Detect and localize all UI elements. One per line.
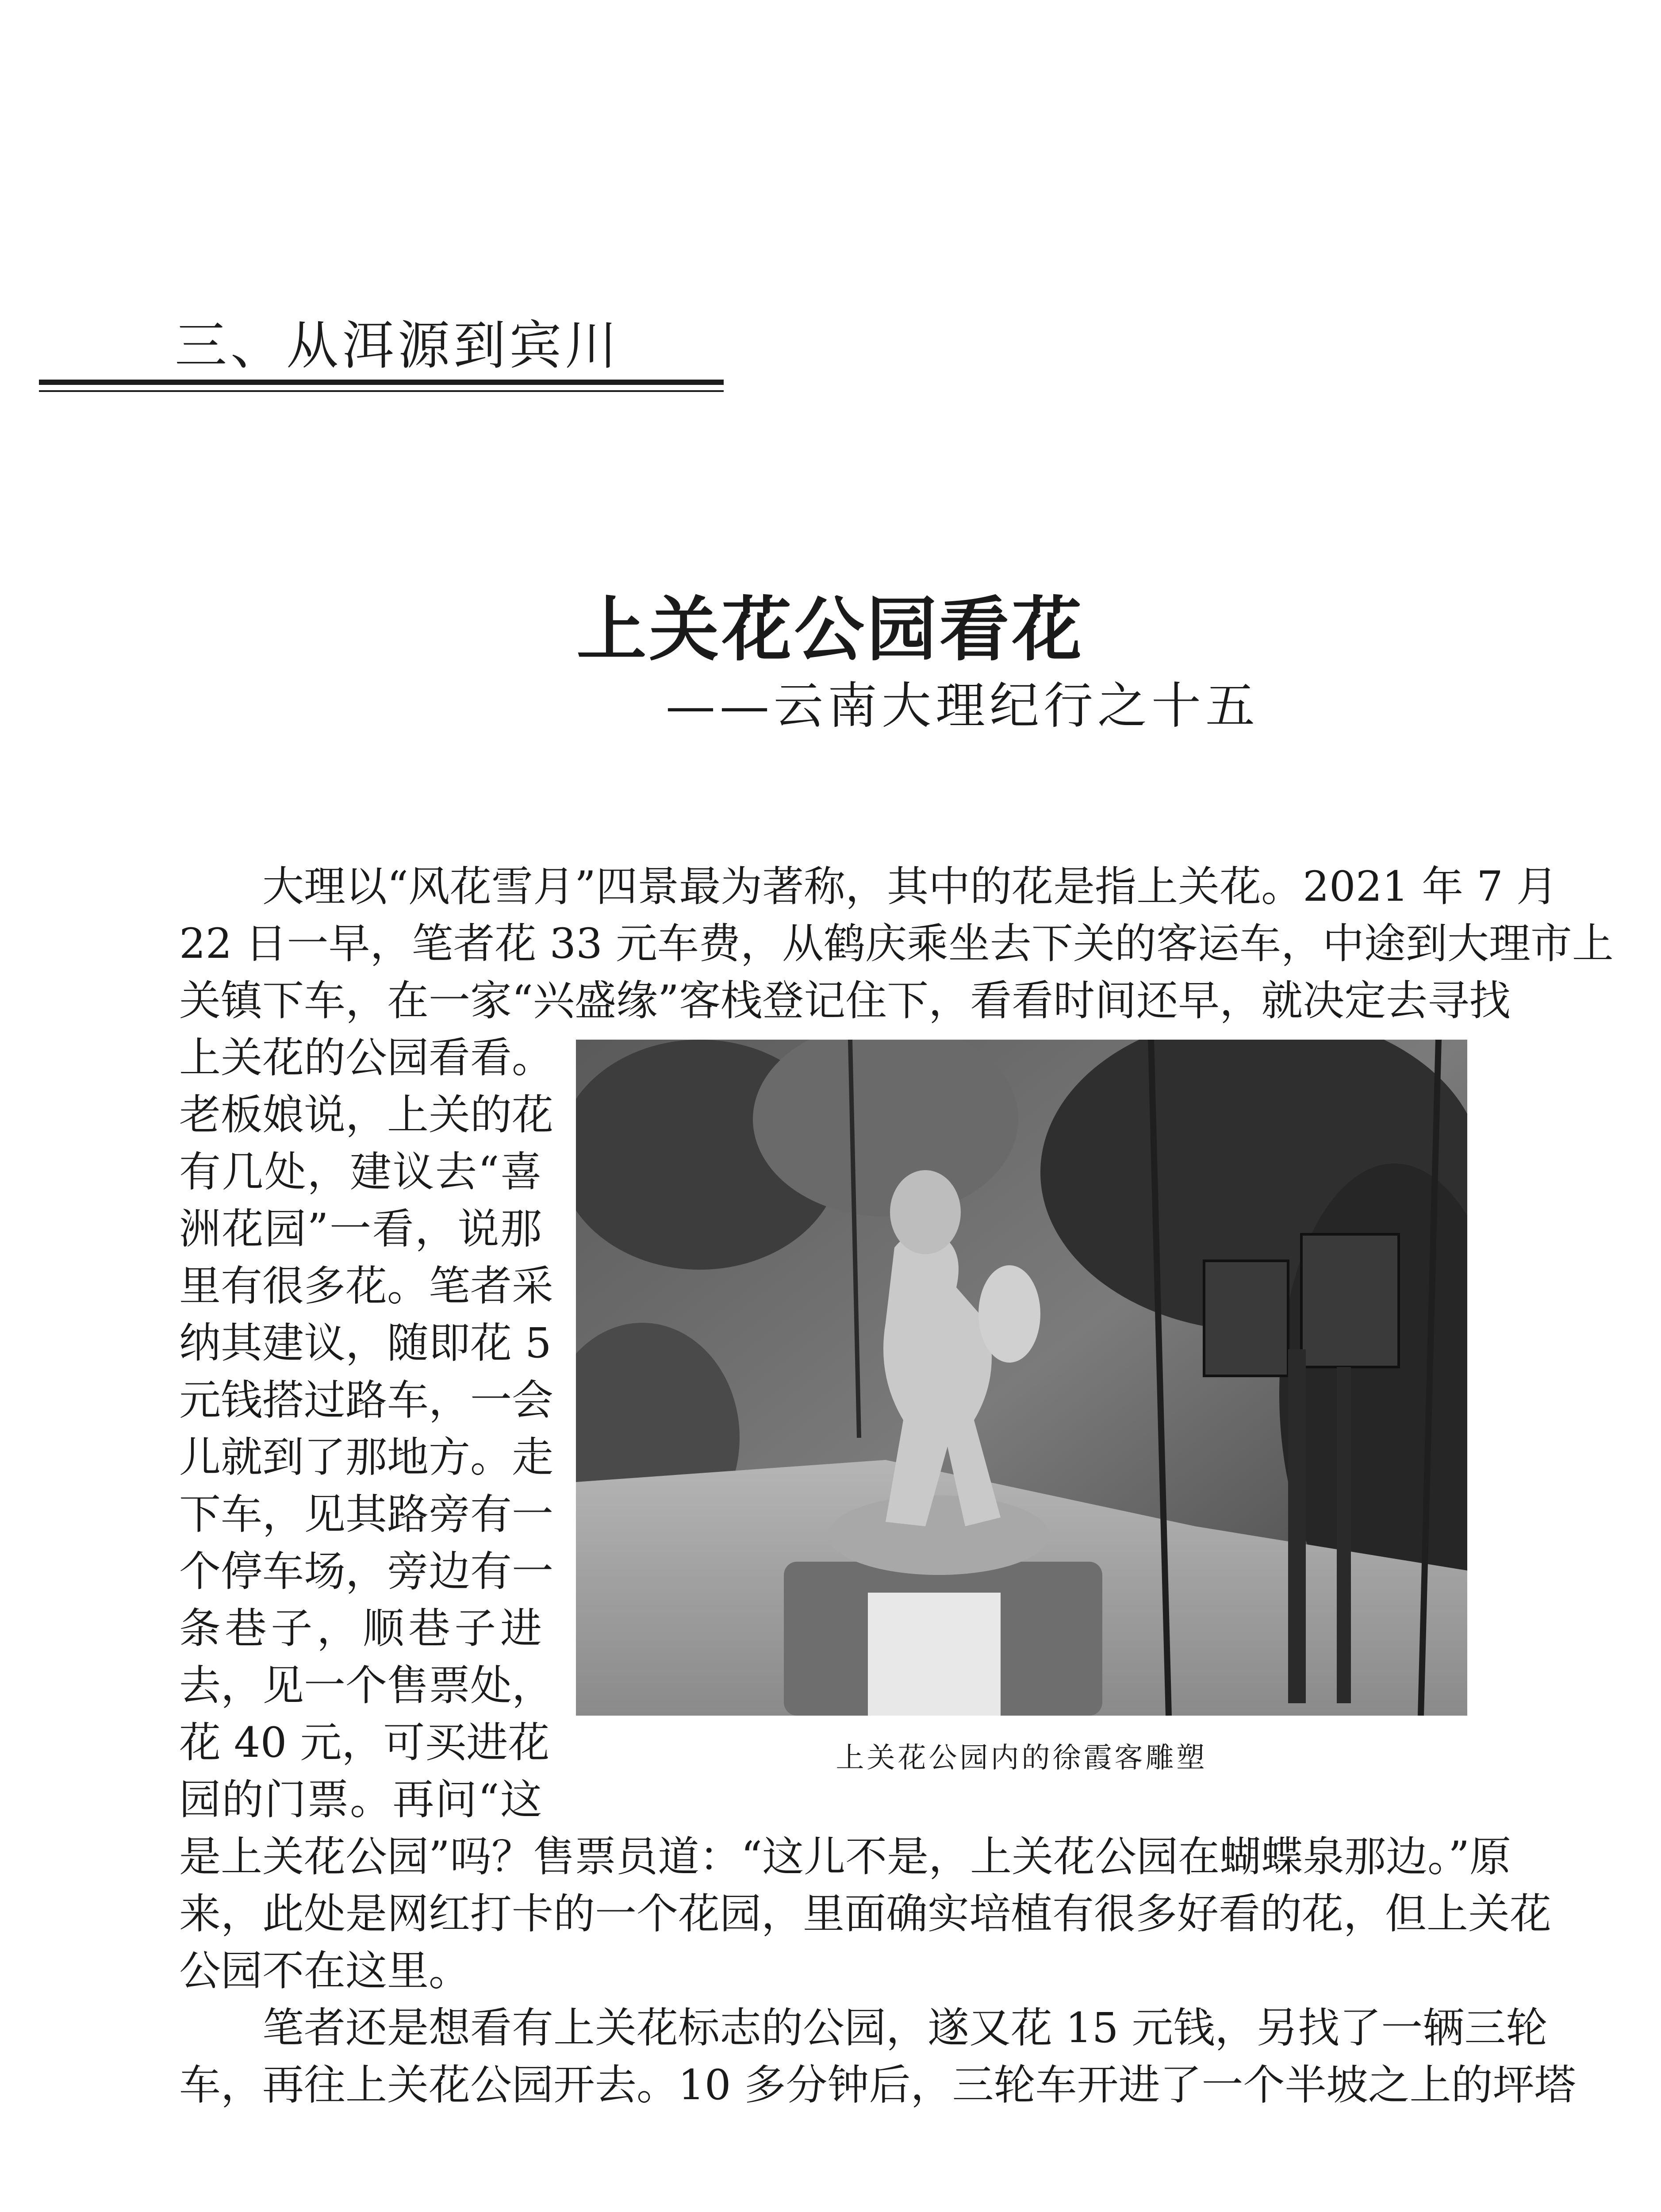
wrap-line: 花 40 元，可买进花 [179, 1719, 550, 1767]
header-rule-thin [39, 390, 724, 392]
article-title: 上关花公园看花 [576, 589, 1085, 671]
statue-photo [576, 1040, 1467, 1716]
paragraph-line: 是上关花公园”吗？售票员道：“这儿不是，上关花公园在蝴蝶泉那边。”原 [179, 1833, 1511, 1881]
paragraph-line: 大理以“风花雪月”四景最为著称，其中的花是指上关花。2021 年 7 月 [262, 863, 1558, 911]
wrap-line: 儿就到了那地方。走 [179, 1433, 554, 1482]
wrap-line: 里有很多花。笔者采 [179, 1262, 554, 1310]
wrap-line: 个停车场，旁边有一 [179, 1548, 554, 1596]
wrap-line: 下车，见其路旁有一 [179, 1490, 554, 1539]
wrap-line: 洲花园”一看，说那 [179, 1205, 542, 1253]
paragraph-line: 关镇下车，在一家“兴盛缘”客栈登记住下，看看时间还早，就决定去寻找 [179, 977, 1511, 1025]
paragraph-line: 来，此处是网红打卡的一个花园，里面确实培植有很多好看的花，但上关花 [179, 1890, 1552, 1938]
paragraph-line: 公园不在这里。 [179, 1947, 471, 1995]
wrap-line: 老板娘说，上关的花 [179, 1091, 554, 1139]
paragraph-line: 笔者还是想看有上关花标志的公园，遂又花 15 元钱，另找了一辆三轮 [262, 2004, 1548, 2052]
paragraph-line: 车，再往上关花公园开去。10 多分钟后，三轮车开进了一个半坡之上的坪塔 [179, 2061, 1576, 2109]
section-header: 三、从洱源到宾川 [175, 315, 621, 376]
wrap-line: 上关花的公园看看。 [179, 1034, 554, 1082]
wrap-line: 元钱搭过路车，一会 [179, 1376, 554, 1425]
header-rule-thick [39, 380, 724, 385]
wrap-line: 园的门票。再问“这 [179, 1776, 542, 1824]
wrap-line: 去，见一个售票处， [179, 1662, 554, 1710]
photo-caption: 上关花公园内的徐霞客雕塑 [836, 1742, 1208, 1774]
article-subtitle: ——云南大理纪行之十五 [666, 677, 1259, 735]
wrap-line: 条巷子，顺巷子进 [179, 1605, 542, 1653]
wrap-line: 有几处，建议去“喜 [179, 1148, 542, 1196]
paragraph-line: 22 日一早，笔者花 33 元车费，从鹤庆乘坐去下关的客运车，中途到大理市上 [179, 920, 1614, 968]
wrap-line: 纳其建议，随即花 5 [179, 1319, 552, 1367]
